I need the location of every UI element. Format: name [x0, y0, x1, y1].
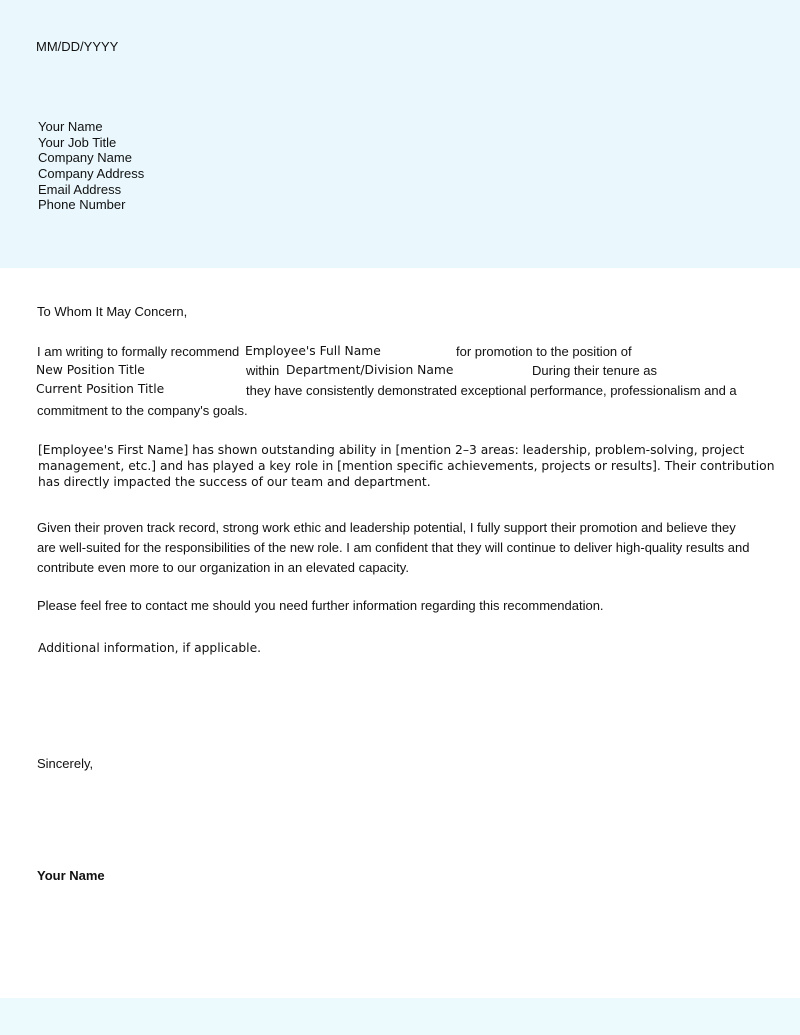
- salutation: To Whom It May Concern,: [37, 304, 188, 319]
- current-position-field: Current Position Title: [36, 382, 165, 396]
- intro-text-4: During their tenure as: [532, 363, 658, 378]
- sender-title: Your Job Title: [38, 135, 117, 150]
- support-line: are well-suited for the responsibilities of the new role. I am confident that they will continue to deliver high-quality results and: [37, 540, 750, 555]
- closing: Sincerely,: [37, 756, 94, 771]
- sender-name: Your Name: [38, 119, 103, 134]
- support-line: Given their proven track record, strong work ethic and leadership potential, I fully support their promotion and believe they: [37, 520, 736, 535]
- achievements-line: management, etc.] and has played a key role in [mention specific achievements, projects or results]. Their contribution: [38, 459, 775, 473]
- intro-text-3: within: [246, 363, 280, 378]
- achievements-line: [Employee's First Name] has shown outstanding ability in [mention 2–3 areas: leadership, problem-solving, project: [38, 443, 745, 457]
- employee-name-field: Employee's Full Name: [245, 344, 381, 358]
- signature-name: Your Name: [37, 868, 105, 883]
- additional-info: Additional information, if applicable.: [38, 641, 262, 655]
- intro-text-6: commitment to the company's goals.: [37, 403, 248, 418]
- achievements-line: has directly impacted the success of our team and department.: [38, 475, 431, 489]
- footer-band: [0, 998, 800, 1035]
- sender-email: Email Address: [38, 182, 122, 197]
- new-position-field: New Position Title: [36, 363, 145, 377]
- department-field: Department/Division Name: [286, 363, 454, 377]
- intro-text-5: they have consistently demonstrated exceptional performance, professionalism and a: [246, 383, 737, 398]
- contact-paragraph: Please feel free to contact me should you need further information regarding this recommendation.: [37, 598, 604, 613]
- support-line: contribute even more to our organization in an elevated capacity.: [37, 560, 409, 575]
- intro-text-2: for promotion to the position of: [456, 344, 632, 359]
- header-band: [0, 0, 800, 268]
- sender-phone: Phone Number: [38, 197, 126, 212]
- intro-text-1: I am writing to formally recommend: [37, 344, 240, 359]
- sender-address: Company Address: [38, 166, 145, 181]
- sender-company: Company Name: [38, 150, 132, 165]
- date-field: MM/DD/YYYY: [36, 39, 119, 54]
